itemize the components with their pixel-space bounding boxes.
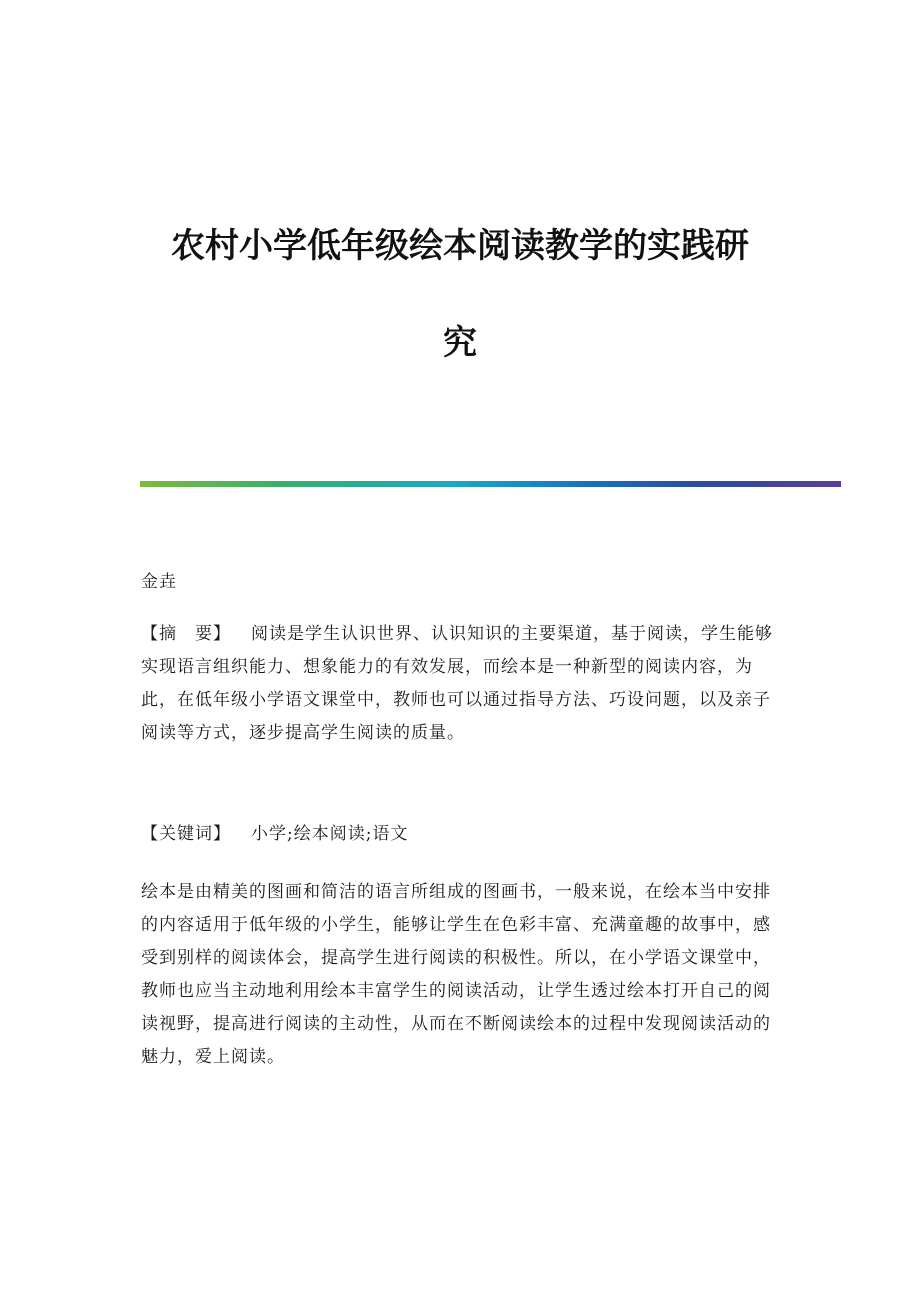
author: 金垚 — [141, 572, 177, 592]
body-paragraph: 绘本是由精美的图画和简洁的语言所组成的图画书，一般来说，在绘本当中安排的内容适用于低年级的小学生，能够让学生在色彩丰富、充满童趣的故事中，感受到别样的阅读体会，提高学生进行阅读的积极性。所以，在小学语文课堂中，教师也应当主动地利用绘本丰富学生的阅读活动，让学生透过绘本打开自己的阅读视野，提高进行阅读的主动性，从而在不断阅读绘本的过程中发现阅读活动的魅力，爱上阅读。 — [141, 882, 771, 1067]
document-title-line-2: 究 — [443, 323, 477, 363]
keywords — [141, 818, 781, 851]
document-title-line-1: 农村小学低年级绘本阅读教学的实践研 — [171, 226, 749, 266]
keywords-label: 【关键词】 — [141, 824, 231, 844]
abstract — [141, 618, 781, 750]
abstract-text: 阅读是学生认识世界、认识知识的主要渠道，基于阅读，学生能够实现语言组织能力、想象能力的有效发展，而绘本是一种新型的阅读内容，为此，在低年级小学语文课堂中，教师也可以通过指导方法、巧设问题，以及亲子阅读等方式，逐步提高学生阅读的质量。 — [141, 624, 773, 743]
keywords-text: 小学;绘本阅读;语文 — [251, 824, 409, 844]
gradient-divider — [140, 481, 841, 487]
abstract-label: 【摘 要】 — [141, 624, 231, 644]
